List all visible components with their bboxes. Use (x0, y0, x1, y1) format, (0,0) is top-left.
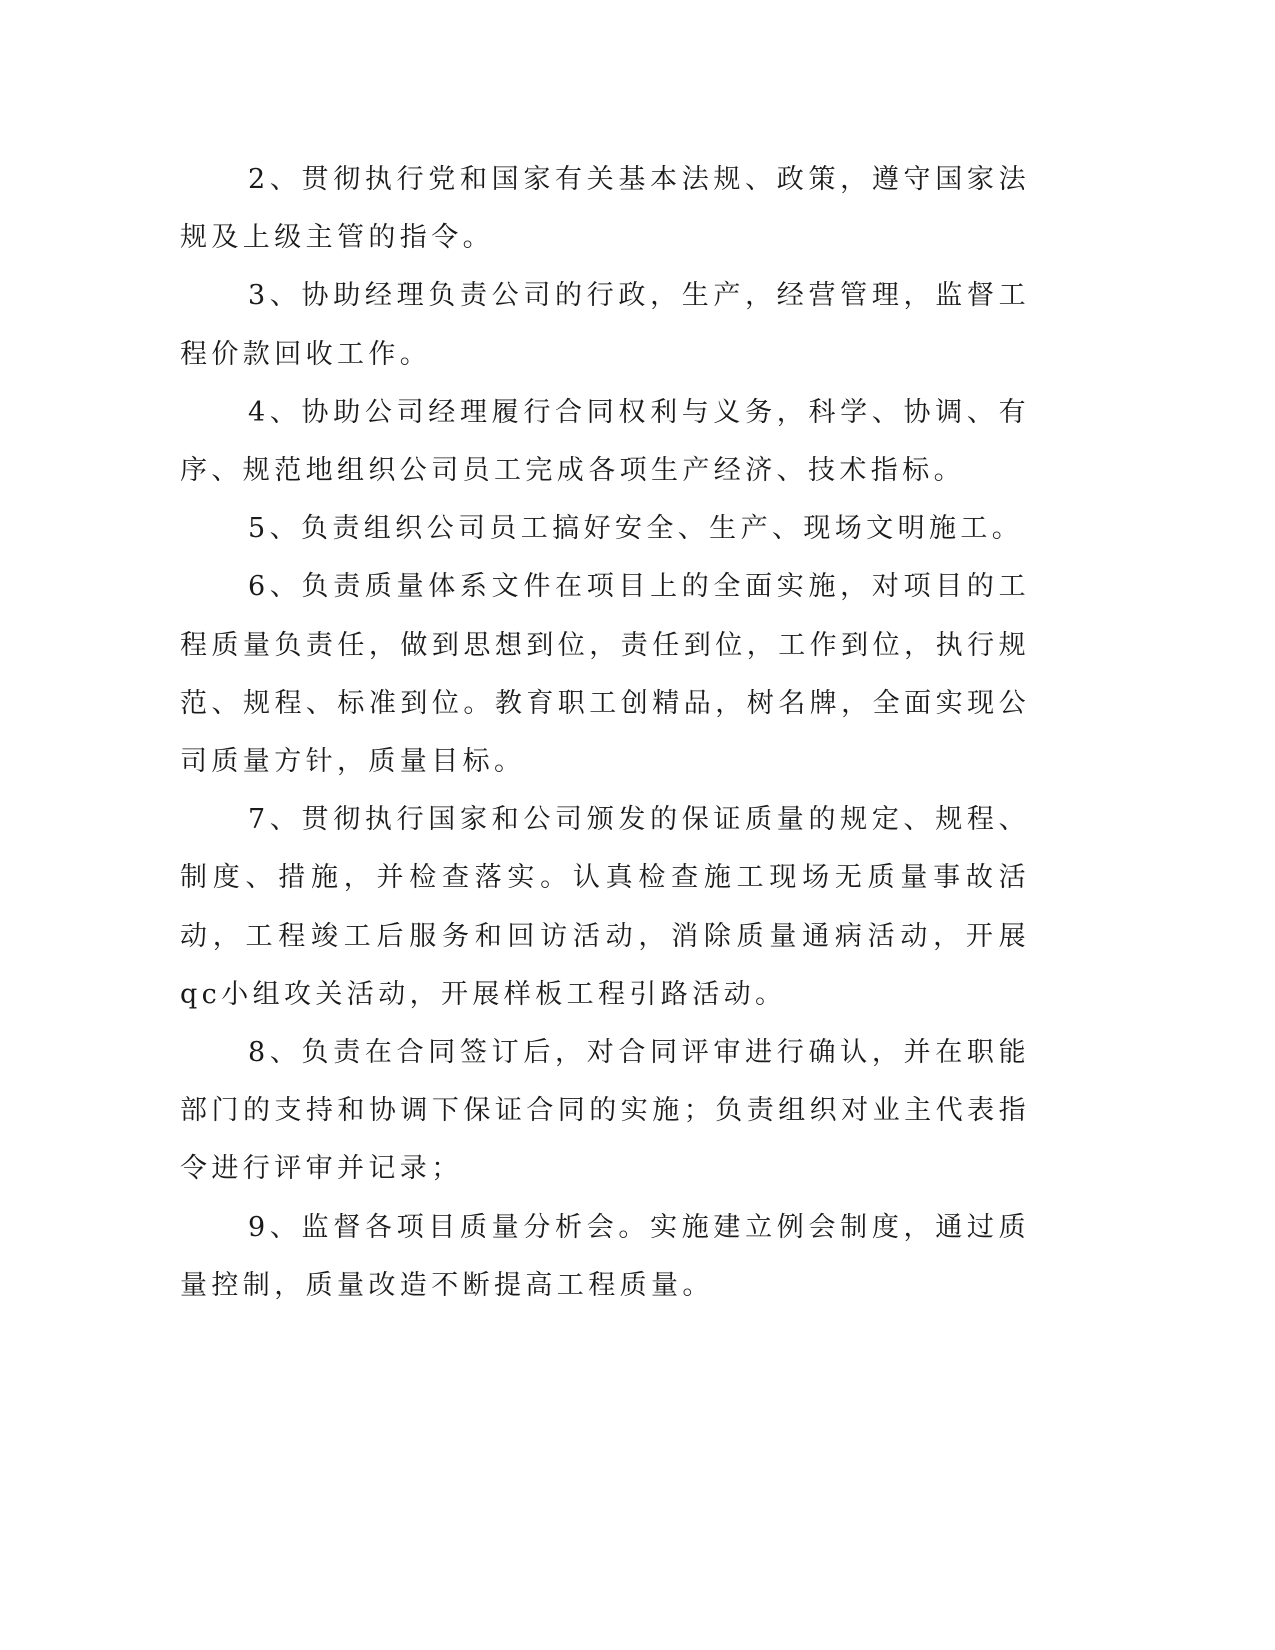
paragraph-item-7: 7、贯彻执行国家和公司颁发的保证质量的规定、规程、制度、措施，并检查落实。认真检查施工现场无质量事故活动，工程竣工后服务和回访活动，消除质量通病活动，开展qc小组攻关活动，开展样板工程引路活动。 (180, 804, 1030, 1010)
paragraph-item-8: 8、负责在合同签订后，对合同评审进行确认，并在职能部门的支持和协调下保证合同的实施；负责组织对业主代表指令进行评审并记录； (180, 1037, 1030, 1185)
paragraph-item-9: 9、监督各项目质量分析会。实施建立例会制度，通过质量控制，质量改造不断提高工程质量。 (180, 1211, 1030, 1301)
paragraph-item-6: 6、负责质量体系文件在项目上的全面实施，对项目的工程质量负责任，做到思想到位，责任到位，工作到位，执行规范、规程、标准到位。教育职工创精品，树名牌，全面实现公司质量方针，质量目标。 (180, 571, 1030, 778)
paragraph-item-2: 2、贯彻执行党和国家有关基本法规、政策，遵守国家法规及上级主管的指令。 (180, 164, 1030, 254)
document-body (180, 151, 1030, 1315)
paragraph-item-3: 3、协助经理负责公司的行政，生产，经营管理，监督工程价款回收工作。 (180, 280, 1030, 370)
paragraph-item-4: 4、协助公司经理履行合同权利与义务，科学、协调、有序、规范地组织公司员工完成各项生产经济、技术指标。 (180, 396, 1030, 487)
paragraph-item-5: 5、负责组织公司员工搞好安全、生产、现场文明施工。 (248, 513, 1024, 545)
